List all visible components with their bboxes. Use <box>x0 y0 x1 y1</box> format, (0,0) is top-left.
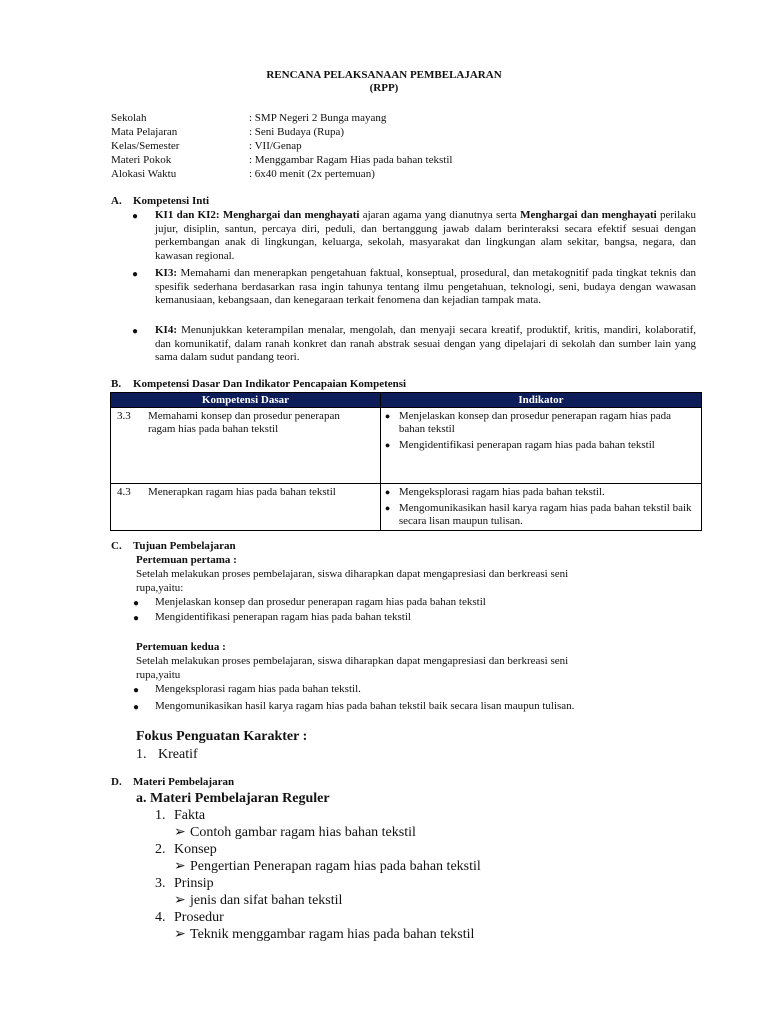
doc-title: RENCANA PELAKSANAAN PEMBELAJARAN <box>266 69 502 81</box>
materi-number: 4. <box>155 910 166 925</box>
identity-row <box>111 112 711 126</box>
section-d-heading <box>111 776 234 790</box>
materi-item <box>155 841 217 858</box>
ki1-text-2: perilaku jujur, disiplin, santun, percaya diri, peduli, dan bertanggung jawab dalam berinteraksi secara efektif sesuai dengan perkembangan anak di lingkungan, keluarga, sekolah, masyarakat dan lingkungan alam sekitar, bangsa, negara, dan kawasan regional. <box>155 209 697 262</box>
meeting-1-title: Pertemuan pertama : <box>136 554 237 566</box>
kd-item <box>115 486 376 499</box>
materi-item <box>155 909 224 926</box>
meeting-2-title: Pertemuan kedua : <box>136 641 226 653</box>
kd-text: Memahami konsep dan prosedur penerapan ragam hias pada bahan tekstil <box>148 410 340 435</box>
materi-detail-text: jenis dan sifat bahan tekstil <box>190 893 343 908</box>
materi-label: Prosedur <box>174 910 224 925</box>
meeting-2-item: Mengomunikasikan hasil karya ragam hias pada bahan tekstil baik secara lisan maupun tulisan. <box>155 700 575 712</box>
ki3-text: Memahami dan menerapkan pengetahuan faktual, konseptual, prosedural, dan metakognitif pada tingkat teknis dan spesifik sederhana berdasarkan rasa ingin tahunya tentang ilmu pengetahuan, teknologi, seni, budaya dengan wawasan kemanusiaan, kebangsaan, dan kenegaraan terkait fenomena dan kejadian tampak mata. <box>155 267 696 306</box>
materi-detail <box>174 858 481 875</box>
section-title: Kompetensi Dasar Dan Indikator Pencapaian Kompetensi <box>133 378 407 390</box>
bullet-icon: ● <box>132 269 139 280</box>
meeting-1-text: Setelah melakukan proses pembelajaran, siswa diharapkan dapat mengapresiasi dan berkreasi seni <box>136 568 569 580</box>
section-title: Kompetensi Inti <box>133 195 210 207</box>
identity-row <box>111 168 711 182</box>
section-title: Materi Pembelajaran <box>133 776 235 788</box>
indikator-text: Menjelaskan konsep dan prosedur penerapan ragam hias pada bahan tekstil <box>398 410 672 435</box>
indikator-item <box>385 439 697 452</box>
table-row <box>111 408 702 484</box>
table-header-row <box>111 393 702 408</box>
identity-row <box>111 126 711 140</box>
section-letter: D. <box>111 776 122 788</box>
arrow-icon: ➢ <box>174 927 186 942</box>
section-b-heading <box>111 378 406 392</box>
fokus-heading: Fokus Penguatan Karakter : <box>136 729 308 744</box>
section-letter: A. <box>111 195 122 207</box>
bullet-icon: ● <box>133 613 140 624</box>
ki1-paragraph <box>155 209 696 263</box>
indikator-text: Mengidentifikasi penerapan ragam hias pada bahan tekstil <box>398 439 655 451</box>
materi-number: 2. <box>155 842 166 857</box>
bullet-icon: ● <box>384 487 391 497</box>
identity-value: : SMP Negeri 2 Bunga mayang <box>249 112 387 124</box>
arrow-icon: ➢ <box>174 893 186 908</box>
kd-item <box>115 410 376 436</box>
indikator-item <box>385 502 697 528</box>
ki1-emphasis-2: Menghargai dan menghayati <box>520 209 657 221</box>
identity-label: Alokasi Waktu <box>111 168 177 180</box>
kd-cell <box>111 408 381 484</box>
bullet-icon: ● <box>384 411 391 421</box>
indikator-text: Mengeksplorasi ragam hias pada bahan tekstil. <box>398 486 605 498</box>
kd-text: Menerapkan ragam hias pada bahan tekstil <box>148 486 336 498</box>
meeting-1-item: Menjelaskan konsep dan prosedur penerapan ragam hias pada bahan tekstil <box>155 596 486 608</box>
meeting-2-text: Setelah melakukan proses pembelajaran, siswa diharapkan dapat mengapresiasi dan berkreasi seni <box>136 655 569 667</box>
bullet-icon: ● <box>133 598 140 609</box>
materi-number: 1. <box>155 808 166 823</box>
ki4-text: Menunjukkan keterampilan menalar, mengolah, dan menyaji secara kreatif, produktif, kritis, mandiri, kolaboratif, dan komunikatif, dalam ranah konkret dan ranah abstrak sesuai dengan yang dipelajari di sekolah dan sumber lain yang sama dalam sudut pandang teori. <box>155 324 696 363</box>
meeting-1-item: Mengidentifikasi penerapan ragam hias pada bahan tekstil <box>155 611 411 623</box>
identity-row <box>111 140 711 154</box>
section-letter: C. <box>111 540 122 552</box>
identity-row <box>111 154 711 168</box>
arrow-icon: ➢ <box>174 859 186 874</box>
ki4-paragraph <box>155 324 696 365</box>
materi-detail <box>174 892 342 909</box>
doc-subtitle: (RPP) <box>369 82 399 94</box>
indikator-item <box>385 410 697 436</box>
arrow-icon: ➢ <box>174 825 186 840</box>
identity-label: Kelas/Semester <box>111 140 180 152</box>
materi-detail <box>174 926 474 943</box>
table-row <box>111 484 702 531</box>
identity-value: : VII/Genap <box>249 140 302 152</box>
fokus-item-number: 1. <box>136 747 147 762</box>
section-title: Tujuan Pembelajaran <box>133 540 236 552</box>
indikator-cell <box>380 408 701 484</box>
ki3-label: KI3: <box>155 267 177 279</box>
kd-cell <box>111 484 381 531</box>
materi-subheading: a. Materi Pembelajaran Reguler <box>136 791 330 806</box>
meeting-2-item: Mengeksplorasi ragam hias pada bahan tekstil. <box>155 683 361 695</box>
section-a-heading <box>111 195 209 209</box>
fokus-item-text: Kreatif <box>158 747 198 762</box>
materi-number: 3. <box>155 876 166 891</box>
bullet-icon: ● <box>132 211 139 222</box>
ki4-label: KI4: <box>155 324 177 336</box>
materi-detail <box>174 824 416 841</box>
materi-detail-text: Pengertian Penerapan ragam hias pada bahan tekstil <box>190 859 481 874</box>
ki1-text: ajaran agama yang dianutnya serta <box>362 209 517 221</box>
meeting-2-text-cont: rupa,yaitu <box>136 669 181 681</box>
identity-value: : Seni Budaya (Rupa) <box>249 126 345 138</box>
meeting-1-text-cont: rupa,yaitu: <box>136 582 184 594</box>
materi-label: Prinsip <box>174 876 214 891</box>
section-letter: B. <box>111 378 122 390</box>
identity-label: Mata Pelajaran <box>111 126 178 138</box>
table-header-indikator: Indikator <box>380 393 701 408</box>
bullet-icon: ● <box>384 440 391 450</box>
kd-number: 4.3 <box>117 486 131 498</box>
identity-value: : 6x40 menit (2x pertemuan) <box>249 168 375 180</box>
section-c-heading <box>111 540 236 554</box>
table-header-kd: Kompetensi Dasar <box>111 393 381 408</box>
kd-number: 3.3 <box>117 410 131 422</box>
ki3-paragraph <box>155 267 696 308</box>
identity-value: : Menggambar Ragam Hias pada bahan tekstil <box>249 154 453 166</box>
bullet-icon: ● <box>133 685 140 696</box>
identity-label: Sekolah <box>111 112 147 124</box>
kd-table <box>110 392 702 531</box>
materi-item <box>155 875 214 892</box>
bullet-icon: ● <box>384 503 391 513</box>
materi-item <box>155 807 205 824</box>
materi-detail-text: Contoh gambar ragam hias bahan tekstil <box>190 825 416 840</box>
indikator-item <box>385 486 697 499</box>
bullet-icon: ● <box>132 326 139 337</box>
fokus-item <box>136 746 198 763</box>
materi-detail-text: Teknik menggambar ragam hias pada bahan tekstil <box>190 927 475 942</box>
materi-label: Fakta <box>174 808 206 823</box>
bullet-icon: ● <box>133 702 140 713</box>
ki1-emphasis: Menghargai dan menghayati <box>222 209 360 221</box>
identity-label: Materi Pokok <box>111 154 172 166</box>
ki1-label: KI1 dan KI2: <box>155 209 220 221</box>
indikator-cell <box>380 484 701 531</box>
materi-label: Konsep <box>174 842 217 857</box>
indikator-text: Mengomunikasikan hasil karya ragam hias pada bahan tekstil baik secara lisan maupun tulisan. <box>398 502 692 527</box>
